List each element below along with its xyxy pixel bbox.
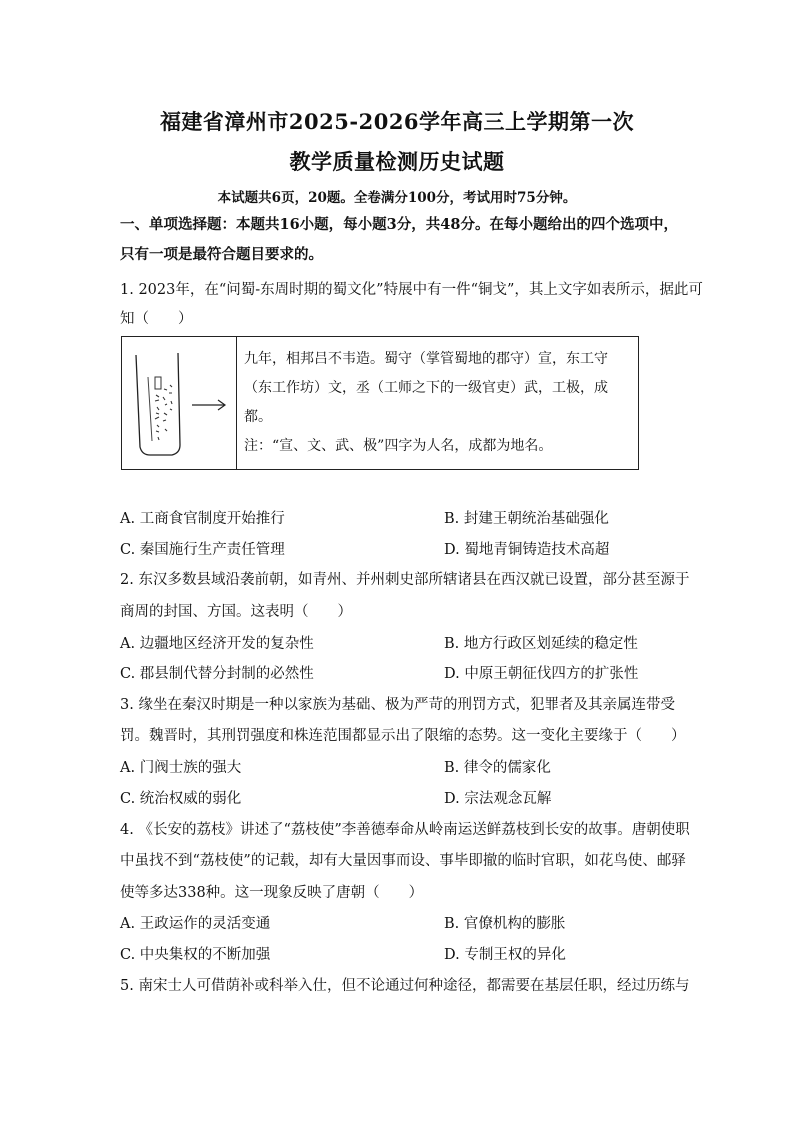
exam-instructions: 本试题共6页，20题。全卷满分100分，考试用时75分钟。 xyxy=(217,190,577,206)
q3-stem-line2: 罚。魏晋时，其刑罚强度和株连范围都显示出了限缩的态势。这一变化主要缘于（ ） xyxy=(120,728,686,744)
q1-inscription-line2: （东工作坊）文，丞（工师之下的一级官吏）武，工极，成 xyxy=(244,380,608,396)
q4-stem-line3: 使等多达338种。这一现象反映了唐朝（ ） xyxy=(120,885,424,901)
q1-stem-line2: 知（ ） xyxy=(120,311,193,327)
q3-stem-line1: 3. 缘坐在秦汉时期是一种以家族为基础、极为严苛的刑罚方式，犯罪者及其亲属连带受 xyxy=(120,697,675,713)
q1-inscription-note: 注：“宣、文、武、极”四字为人名，成都为地名。 xyxy=(244,438,553,454)
q5-stem-line1: 5. 南宋士人可借荫补或科举入仕，但不论通过何种途径，都需要在基层任职，经过历练与 xyxy=(120,978,690,994)
q2-option-d: D. 中原王朝征伐四方的扩张性 xyxy=(444,666,639,682)
q3-option-a: A. 门阀士族的强大 xyxy=(120,760,242,776)
q1-option-d: D. 蜀地青铜铸造技术高超 xyxy=(444,542,610,558)
q3-option-c: C. 统治权威的弱化 xyxy=(120,791,242,807)
q4-option-c: C. 中央集权的不断加强 xyxy=(120,947,271,963)
q2-stem-line1: 2. 东汉多数县域沿袭前朝，如青州、并州刺史部所辖诸县在西汉就已设置，部分甚至源于 xyxy=(120,572,690,588)
q3-option-b: B. 律令的儒家化 xyxy=(444,760,551,776)
right-arrow-icon xyxy=(190,399,228,411)
q2-stem-line2: 商周的封国、方国。这表明（ ） xyxy=(120,604,352,620)
q3-option-d: D. 宗法观念瓦解 xyxy=(444,791,552,807)
q1-option-b: B. 封建王朝统治基础强化 xyxy=(444,511,609,527)
q2-option-c: C. 郡县制代替分封制的必然性 xyxy=(120,666,314,682)
q1-stem-line1: 1. 2023年，在“问蜀-东周时期的蜀文化”特展中有一件“铜戈”，其上文字如表所示，据此可 xyxy=(120,282,703,298)
q4-stem-line2: 中虽找不到“荔枝使”的记载，却有大量因事而设、事毕即撤的临时官职，如花鸟使、邮驿 xyxy=(120,853,686,869)
q4-option-b: B. 官僚机构的膨胀 xyxy=(444,916,566,932)
q1-inscription-line1: 九年，相邦吕不韦造。蜀守（掌管蜀地的郡守）宣，东工守 xyxy=(244,351,608,367)
q2-option-b: B. 地方行政区划延续的稳定性 xyxy=(444,636,638,652)
q1-option-c: C. 秦国施行生产责任管理 xyxy=(120,542,285,558)
q4-stem-line1: 4. 《长安的荔枝》讲述了“荔枝使”李善德奉命从岭南运送鲜荔枝到长安的故事。唐朝使职 xyxy=(120,822,690,838)
q2-option-a: A. 边疆地区经济开发的复杂性 xyxy=(120,636,314,652)
q1-inscription-text xyxy=(244,345,634,461)
section-heading-line2: 只有一项是最符合题目要求的。 xyxy=(120,246,323,263)
q4-option-d: D. 专制王权的异化 xyxy=(444,947,566,963)
q1-inscription-line3: 都。 xyxy=(244,409,272,425)
exam-title-line2: 教学质量检测历史试题 xyxy=(289,149,505,174)
exam-title-line1: 福建省漳州市2025-2026学年高三上学期第一次 xyxy=(159,109,635,134)
q1-inscription-table xyxy=(121,336,639,470)
q4-option-a: A. 王政运作的灵活变通 xyxy=(120,916,271,932)
q1-option-a: A. 工商食官制度开始推行 xyxy=(120,511,285,527)
section-heading-line1: 一、单项选择题：本题共16小题，每小题3分，共48分。在每小题给出的四个选项中， xyxy=(120,216,678,233)
